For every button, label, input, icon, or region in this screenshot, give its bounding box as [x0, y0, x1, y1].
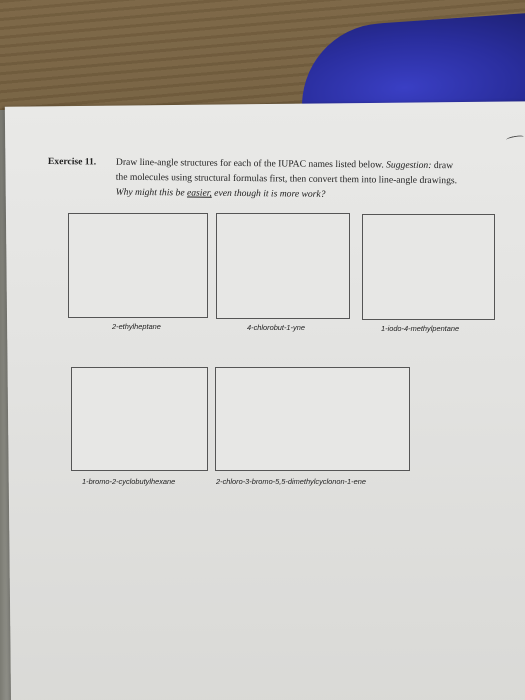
instruction-line-1: Draw line-angle structures for each of the IUPAC names listed below. — [115, 156, 384, 171]
caption-2-chloro-3-bromo-5-5-dimethylcyclonon-1-ene: 2-chloro-3-bromo-5,5-dimethylcyclonon-1-ene — [216, 477, 366, 486]
drawing-box-4-chlorobut-1-yne[interactable] — [216, 213, 350, 319]
caption-2-ethylheptane: 2-ethylheptane — [112, 322, 161, 331]
suggestion-word: draw — [433, 160, 454, 172]
question-part-b: even though it is more work? — [214, 187, 326, 200]
caption-1-bromo-2-cyclobutylhexane: 1-bromo-2-cyclobutylhexane — [82, 477, 176, 486]
drawing-box-2-chloro-3-bromo-5-5-dimethylcyclonon-1-ene[interactable] — [215, 367, 410, 471]
question-emphasis: easier, — [186, 187, 212, 199]
question-part-a: Why might this be — [115, 186, 185, 199]
suggestion-label: Suggestion: — [386, 159, 432, 172]
caption-4-chlorobut-1-yne: 4-chlorobut-1-yne — [247, 323, 305, 332]
drawing-box-2-ethylheptane[interactable] — [68, 213, 208, 318]
exercise-label: Exercise 11. — [47, 155, 97, 168]
drawing-box-1-iodo-4-methylpentane[interactable] — [362, 214, 495, 320]
exercise-instructions — [48, 154, 518, 204]
drawing-box-1-bromo-2-cyclobutylhexane[interactable] — [71, 367, 208, 471]
instruction-line-2: the molecules using structural formulas first, then convert them into line-angle drawings. — [115, 171, 458, 187]
caption-1-iodo-4-methylpentane: 1-iodo-4-methylpentane — [381, 324, 460, 333]
